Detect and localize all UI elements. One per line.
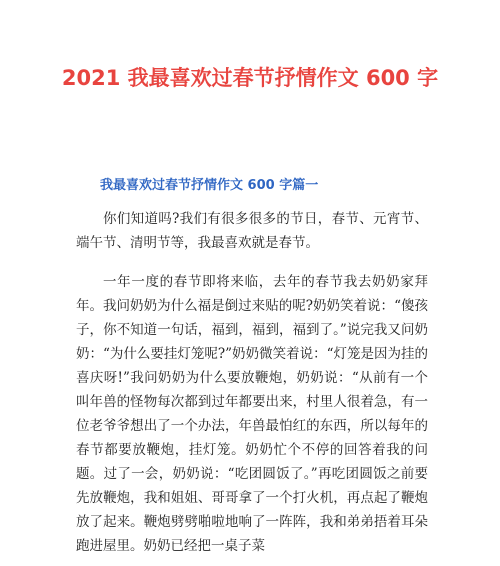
paragraph-story: 一年一度的春节即将来临，去年的春节我去奶奶家拜年。我问奶奶为什么福是倒过来贴的呢?奶奶笑着说：“傻孩子，你不知道一句话，福到，福到，福到了。”说完我又问奶奶：“为什么要挂灯笼呢?”奶奶微笑着说：“灯笼是因为挂的喜庆呀!”我问奶奶为什么要放鞭炮，奶奶说：“从前有一个叫年兽的怪物每次都到过年都要出来，村里人很着急，有一位老爷爷想出了一个办法，年兽最怕红的东西，所以每年的春节都要放鞭炮，挂灯笼。奶奶忙个不停的回答着我的问题。过了一会，奶奶说：“吃团圆饭了。”再吃团圆饭之前要先放鞭炮，我和姐姐、哥哥拿了一个打火机，再点起了鞭炮放了起来。鞭炮劈劈啪啦地响了一阵阵，我和弟弟捂着耳朵跑进屋里。奶奶已经把一桌子菜 xyxy=(76,274,428,554)
document-title: 2021 我最喜欢过春节抒情作文 600 字 xyxy=(61,66,439,90)
paragraph-intro: 你们知道吗?我们有很多很多的节日，春节、元宵节、端午节、清明节等，我最喜欢就是春节。 xyxy=(76,211,428,251)
section-heading: 我最喜欢过春节抒情作文 600 字篇一 xyxy=(100,178,319,193)
